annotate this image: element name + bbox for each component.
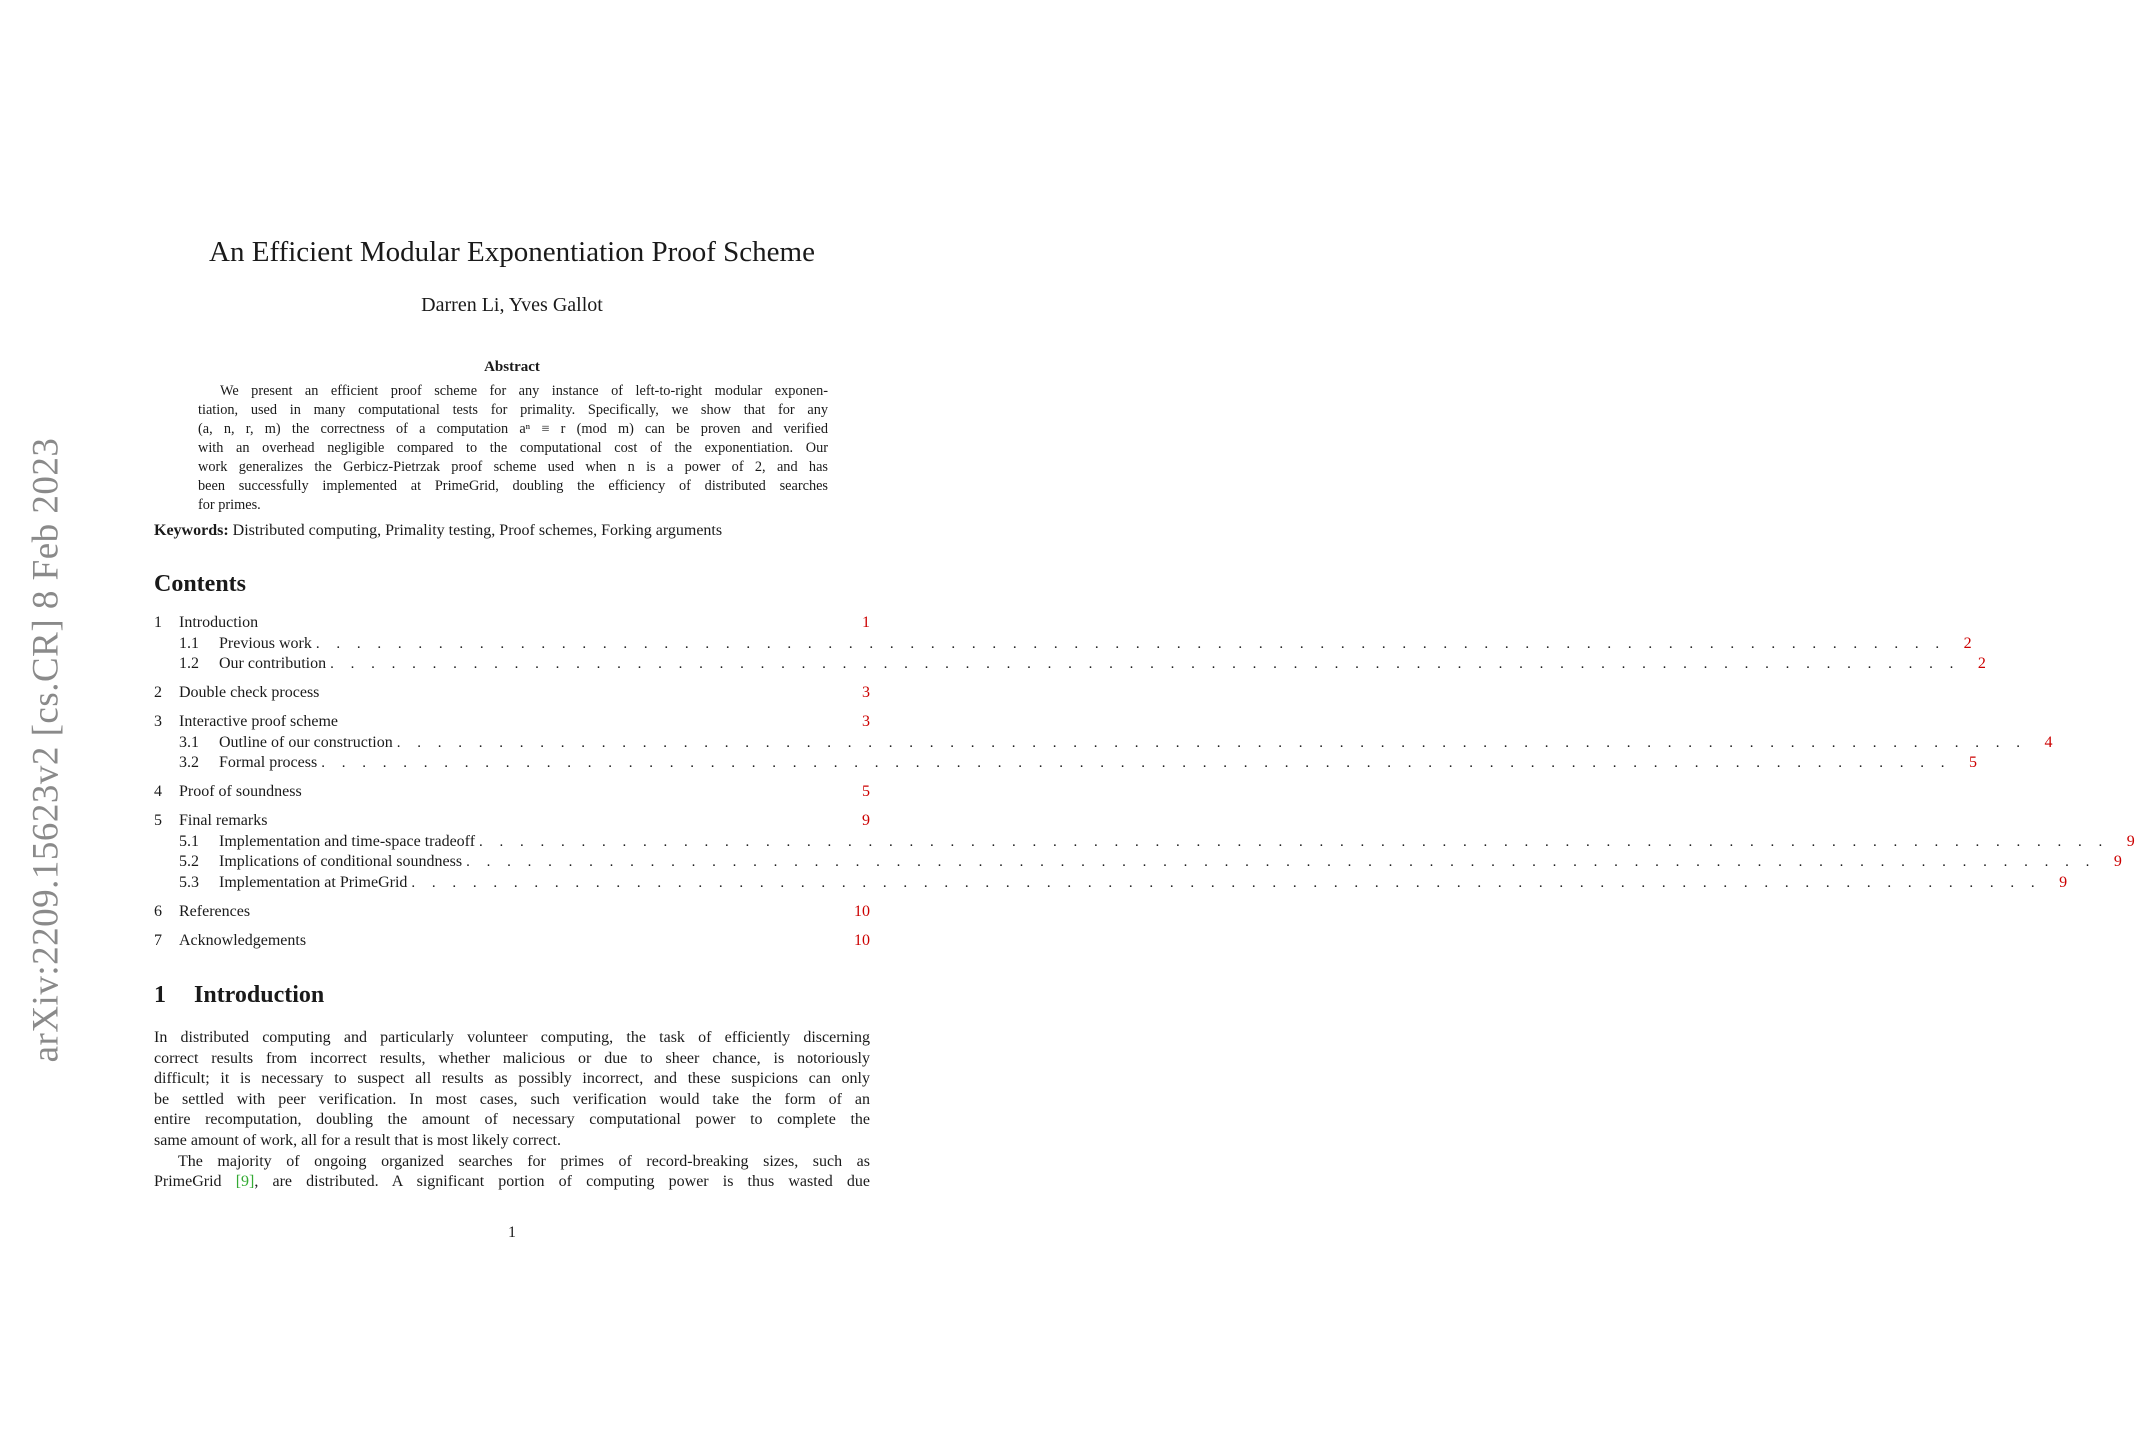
abstract-line: (a, n, r, m) the correctness of a computation aⁿ ≡ r (mod m) can be proven and verified: [198, 421, 828, 437]
section-heading: [154, 982, 324, 1009]
toc-entry-number: 7: [154, 931, 162, 949]
abstract-line: with an overhead negligible compared to the computational cost of the exponentiation. Our: [198, 440, 828, 456]
body-line: same amount of work, all for a result that is most likely correct.: [154, 1131, 561, 1149]
toc-page-link[interactable]: 5: [862, 783, 870, 800]
toc-entry-number: 3.1: [179, 733, 199, 751]
toc-page-link[interactable]: 9: [2126, 832, 2135, 850]
toc-page-link[interactable]: 9: [862, 812, 870, 829]
paper-title: An Efficient Modular Exponentiation Proof Scheme: [209, 236, 815, 268]
abstract-heading: Abstract: [484, 359, 540, 375]
toc-leader-dots: . . . . . . . . . . . . . . . . . . . . . . . . . . . . . . . . . . . . . . . . . . . . . . . . . . . . . . . . . . . . . . . . . . . . . . . . . . . . . . . .: [321, 755, 1951, 771]
toc-entry[interactable]: [154, 614, 870, 635]
toc-entry[interactable]: [154, 932, 870, 953]
toc-entry[interactable]: [154, 684, 870, 705]
toc-entry[interactable]: [154, 754, 1977, 775]
toc-entry-number: 3: [154, 713, 162, 730]
toc-entry-number: 5.2: [179, 853, 199, 870]
toc-entry[interactable]: [154, 832, 2135, 854]
toc-entry[interactable]: [154, 655, 1986, 676]
toc-entry-number: 6: [154, 902, 162, 920]
toc-entry-number: 5: [154, 812, 162, 829]
toc-leader-dots: . . . . . . . . . . . . . . . . . . . . . . . . . . . . . . . . . . . . . . . . . . . . . . . . . . . . . . . . . . . . . . . . . . . . . . . . . . . . . . . .: [396, 734, 2027, 751]
body-line: correct results from incorrect results, whether malicious or due to sheer chance, is notoriously: [154, 1049, 870, 1067]
toc-entry-title: Introduction: [179, 614, 262, 632]
toc-entry-title: Final remarks: [179, 812, 271, 830]
toc-entry[interactable]: [154, 713, 870, 734]
toc-leader-dots: . . . . . . . . . . . . . . . . . . . . . . . . . . . . . . . . . . . . . . . . . . . . . . . . . . . . . . . . . . . . . . . . . . . . . . . . . . . . . . . .: [330, 656, 1960, 672]
citation-link[interactable]: [9]: [235, 1173, 255, 1191]
abstract-body: [198, 382, 828, 515]
toc-entry-number: 5.1: [179, 832, 199, 850]
body-line: The majority of ongoing organized searches for primes of record-breaking sizes, such as: [178, 1152, 870, 1170]
toc-entry[interactable]: [154, 783, 870, 804]
keywords: [154, 522, 870, 540]
toc-entry-number: 3.2: [179, 754, 199, 771]
arxiv-identifier: arXiv:2209.15623v2 [cs.CR] 8 Feb 2023: [25, 437, 67, 1063]
arxiv-sidebar-stamp: [18, 437, 74, 1063]
body-line: entire recomputation, doubling the amount of necessary computational power to complete the: [154, 1111, 870, 1129]
toc-entry-number: 1.1: [179, 634, 199, 652]
toc-page-link[interactable]: 3: [862, 684, 870, 701]
body-line: be settled with peer verification. In most cases, such verification would take the form of an: [154, 1090, 870, 1108]
toc-entry-title: Implications of conditional soundness: [219, 853, 466, 871]
section-number: 1: [154, 982, 166, 1008]
toc-entry-number: 4: [154, 783, 162, 800]
toc-entry[interactable]: [154, 853, 2122, 874]
toc-page-link[interactable]: 2: [1963, 634, 1972, 652]
contents-heading: Contents: [154, 571, 247, 597]
toc-page-link[interactable]: 10: [854, 902, 870, 920]
body-line: [154, 1172, 870, 1193]
toc-page-link[interactable]: 2: [1977, 655, 1986, 672]
toc-entry-title: Formal process: [219, 754, 321, 772]
section-body: [154, 1028, 870, 1193]
toc-entry-title: Double check process: [179, 684, 323, 702]
section-title: Introduction: [194, 982, 325, 1008]
toc-page-link[interactable]: 3: [862, 713, 870, 730]
toc-leader-dots: . . . . . . . . . . . . . . . . . . . . . . . . . . . . . . . . . . . . . . . . . . . . . . . . . . . . . . . . . . . . . . . . . . . . . . . . . . . . . . . .: [466, 854, 2096, 870]
toc-entry-title: Implementation at PrimeGrid: [219, 874, 411, 892]
toc-page-link[interactable]: 5: [1968, 754, 1977, 771]
toc-entry-title: Interactive proof scheme: [179, 713, 342, 731]
toc-page-link[interactable]: 9: [2059, 873, 2068, 891]
abstract-line: been successfully implemented at PrimeGrid, doubling the efficiency of distributed searches: [198, 478, 828, 494]
toc-entry-title: Proof of soundness: [179, 783, 306, 801]
paper-authors: Darren Li, Yves Gallot: [421, 294, 603, 316]
toc-page-link[interactable]: 4: [2044, 733, 2053, 751]
toc-entry-number: 2: [154, 684, 162, 701]
toc-leader-dots: . . . . . . . . . . . . . . . . . . . . . . . . . . . . . . . . . . . . . . . . . . . . . . . . . . . . . . . . . . . . . . . . . . . . . . . . . . . . . . . .: [411, 874, 2042, 891]
body-line: In distributed computing and particularly volunteer computing, the task of efficiently discerning: [154, 1029, 870, 1046]
body-line: difficult; it is necessary to suspect all results as possibly incorrect, and these suspicions can only: [154, 1070, 870, 1088]
toc-entry-number: 1.2: [179, 655, 199, 672]
toc-entry[interactable]: [154, 903, 870, 924]
toc-page-link[interactable]: 10: [854, 931, 870, 949]
abstract-line: tiation, used in many computational tests for primality. Specifically, we show that for any: [198, 402, 828, 418]
keywords-label: Keywords:: [154, 522, 229, 539]
toc-entry-title: Implementation and time-space tradeoff: [219, 833, 479, 851]
toc-entry-title: Acknowledgements: [179, 932, 310, 950]
toc-entry-title: Outline of our construction: [219, 734, 397, 752]
toc-entry-title: Previous work: [219, 635, 316, 653]
toc-entry[interactable]: [154, 634, 1972, 656]
abstract-line: We present an efficient proof scheme for any instance of left-to-right modular exponen-: [220, 383, 828, 399]
toc-leader-dots: . . . . . . . . . . . . . . . . . . . . . . . . . . . . . . . . . . . . . . . . . . . . . . . . . . . . . . . . . . . . . . . . . . . . . . . . . . . . . . . .: [315, 635, 1946, 652]
toc-entry-title: Our contribution: [219, 655, 330, 673]
toc-leader-dots: . . . . . . . . . . . . . . . . . . . . . . . . . . . . . . . . . . . . . . . . . . . . . . . . . . . . . . . . . . . . . . . . . . . . . . . . . . . . . . . .: [479, 833, 2109, 850]
toc-entry[interactable]: [154, 812, 870, 833]
table-of-contents: [154, 614, 2135, 952]
toc-page-link[interactable]: 1: [862, 614, 870, 631]
body-text: , are distributed. A significant portion of computing power is thus wasted due: [254, 1173, 871, 1191]
page-number: 1: [508, 1224, 516, 1241]
toc-entry[interactable]: [154, 873, 2068, 895]
toc-page-link[interactable]: 9: [2113, 853, 2122, 870]
toc-entry-title: References: [179, 903, 254, 921]
toc-entry-number: 5.3: [179, 873, 199, 891]
abstract-line: for primes.: [198, 497, 261, 513]
keywords-text: Distributed computing, Primality testing, Proof schemes, Forking arguments: [232, 522, 723, 539]
body-text: PrimeGrid: [154, 1173, 236, 1191]
abstract-line: work generalizes the Gerbicz-Pietrzak proof scheme used when n is a power of 2, and has: [198, 459, 828, 475]
toc-entry-number: 1: [154, 614, 162, 631]
toc-entry[interactable]: [154, 733, 2053, 755]
